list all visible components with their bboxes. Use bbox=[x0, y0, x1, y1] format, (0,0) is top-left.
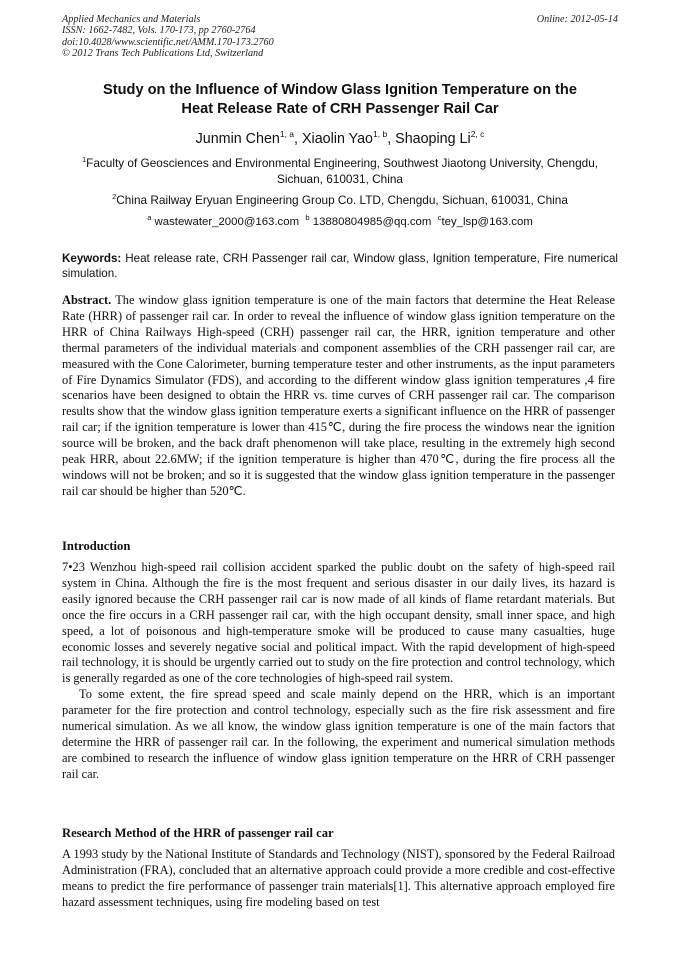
affiliation-text: China Railway Eryuan Engineering Group Co. LTD, Chengdu, Sichuan, 610031, China bbox=[116, 193, 568, 207]
issn-line: ISSN: 1662-7482, Vols. 170-173, pp 2760-2764 bbox=[62, 25, 256, 37]
online-date: Online: 2012-05-14 bbox=[536, 14, 618, 25]
email-address: tey_lsp@163.com bbox=[441, 216, 533, 228]
author-sup: 2, c bbox=[470, 129, 485, 139]
method-body bbox=[62, 847, 615, 911]
keywords bbox=[62, 251, 618, 281]
keywords-label: Keywords: bbox=[62, 252, 122, 265]
affiliation-sup: 2 bbox=[112, 192, 117, 201]
paragraph: To some extent, the fire spread speed and scale mainly depend on the HRR, which is an important parameter for the fire protection and control technology, especially such as the fire risk assessment and fire numerical simulation. As we all know, the window glass ignition temperature is one of the main factors that determine the HRR of passenger rail car. In the following, the experiment and numerical simulation methods are combined to research the influence of window glass ignition temperature on the HRR of CRH passenger rail car. bbox=[62, 687, 615, 781]
journal-header bbox=[62, 14, 618, 60]
author-name: Junmin Chen bbox=[195, 131, 280, 147]
journal-name: Applied Mechanics and Materials bbox=[62, 14, 201, 25]
copyright-line: © 2012 Trans Tech Publications Ltd, Switzerland bbox=[62, 48, 264, 60]
author-name: Xiaolin Yao bbox=[302, 131, 374, 147]
email-sup: b bbox=[305, 213, 310, 222]
abstract-label: Abstract. bbox=[62, 293, 112, 307]
email-address: wastewater_2000@163.com bbox=[154, 216, 300, 228]
section-heading-method: Research Method of the HRR of passenger rail car bbox=[62, 826, 334, 840]
keywords-text: Heat release rate, CRH Passenger rail car, Window glass, Ignition temperature, Fire numerical simulation. bbox=[62, 252, 618, 280]
title-line-2: Heat Release Rate of CRH Passenger Rail Car bbox=[181, 101, 499, 117]
affiliation-1 bbox=[62, 155, 618, 187]
paragraph: 7•23 Wenzhou high-speed rail collision accident sparked the public doubt on the safety of high-speed rail system in China. Although the fire is the most frequent and serious disaster in our daily lives, its hazard is easily ignored because the CRH passenger rail car is now made of all kinds of flame retardant materials. But once the fire occurs in a CRH passenger rail car, with the high occupant density, small inner space, and high speed, a lot of poisonous and high-temperature smoke will be produced to cause many casualties, huge economic losses and severely negative social and political impact. With the rapid development of high-speed rail technology, it is should be urgently carried out to study on the fire protection and control technology, which is generally regarded as one of the core technologies of high-speed rail system. bbox=[62, 560, 615, 686]
author-sup: 1, b bbox=[373, 129, 388, 139]
doi-line: doi:10.4028/www.scientific.net/AMM.170-173.2760 bbox=[62, 36, 274, 48]
paper-title bbox=[62, 81, 618, 119]
title-line-1: Study on the Influence of Window Glass Ignition Temperature on the bbox=[103, 82, 577, 98]
introduction-body bbox=[62, 560, 615, 783]
abstract bbox=[62, 293, 615, 500]
author-list: Junmin Chen$^{1, a}$, Xiaolin Yao$^{1, b}$, Shaoping Li$^{2, c}$ bbox=[195, 129, 485, 147]
abstract-text: The window glass ignition temperature is one of the main factors that determine the Heat Release Rate (HRR) of passenger rail car. In order to reveal the influence of window glass ignition temperature on the HRR of China Railways High-speed (CRH) passenger rail car, the HRR, ignition temperature and other thermal parameters of the individual materials and component assemblies of the CRH passenger rail car, are measured with the Cone Calorimeter, burning temperature tester and other instruments, as the input parameters of Fire Dynamics Simulator (FDS), and according to the different window glass ignition temperatures ,4 fire scenarios have been designed to obtain the HRR vs. time curves of CRH passenger rail car. The comparison results show that the window glass ignition temperature exerts a significant influence on the HRR of passenger rail car; if the ignition temperature is lower than 415℃, during the fire process the windows near the ignition source will be broken, and the back draft phenomenon will take place, resulting in the extremely high second peak HRR, about 22.6MW; if the ignition temperature is higher than 470℃, during the fire process all the windows will not be broken; and so it is suggested that the window glass ignition temperature in the passenger rail car should be higher than 520℃. bbox=[62, 293, 615, 498]
affiliation-sup: 1 bbox=[81, 155, 87, 164]
email-sup: a bbox=[147, 213, 152, 222]
paragraph: A 1993 study by the National Institute of Standards and Technology (NIST), sponsored by the Federal Railroad Administration (FRA), concluded that an alternative approach could provide a more credible and cost-effective means to predict the fire performance of passenger train materials[1]. This alternative approach employed fire hazard assessment techniques, using fire modeling based on test bbox=[62, 847, 615, 909]
affiliation-2 bbox=[62, 192, 618, 208]
email-sup: c bbox=[437, 213, 442, 222]
author-sup: 1, a bbox=[279, 129, 295, 139]
email-list bbox=[62, 214, 618, 230]
email-address: 13880804985@qq.com bbox=[312, 216, 432, 228]
author-name: Shaoping Li bbox=[395, 131, 471, 147]
affiliation-text: Faculty of Geosciences and Environmental Engineering, Southwest Jiaotong University, Chengdu, Sichuan, 610031, China bbox=[86, 156, 599, 186]
section-heading-introduction: Introduction bbox=[62, 539, 131, 553]
